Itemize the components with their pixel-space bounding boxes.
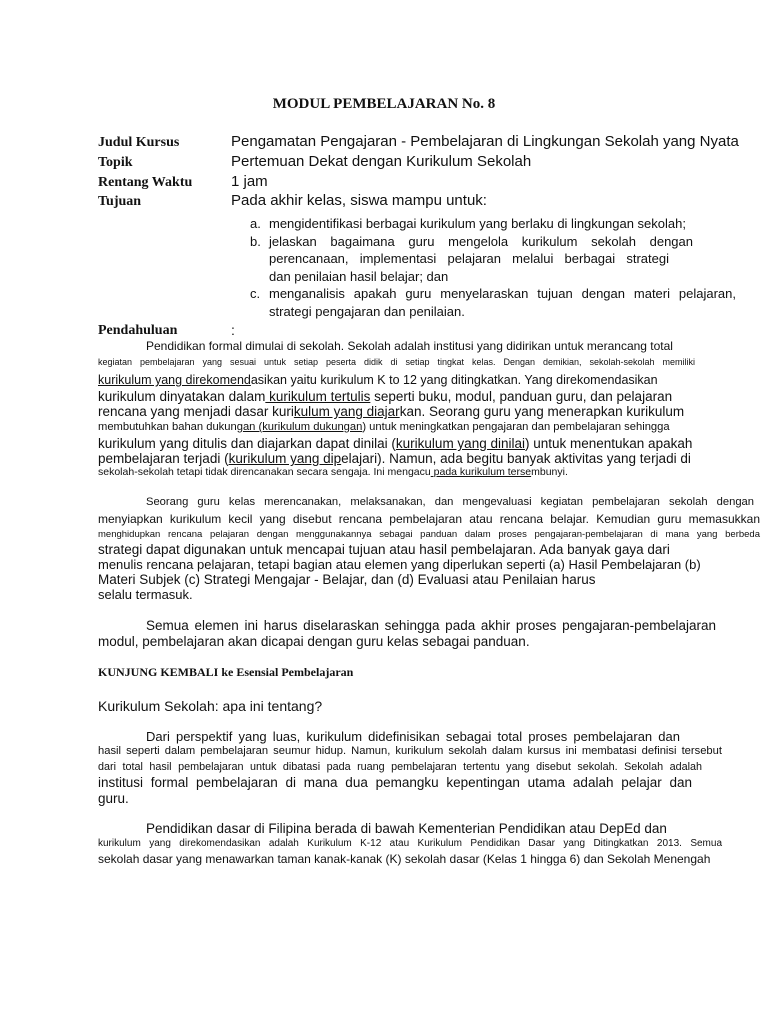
introduction-colon: : — [231, 322, 235, 338]
para4-line-3: dari total hasil pembelajaran untuk dibatasi pada ruang pembelajaran tertentu yang disebut sekolah. Sekolah adalah — [98, 761, 702, 773]
objective-c-line-1: menganalisis apakah guru menyelaraskan tujuan dengan materi pelajaran, — [269, 286, 736, 301]
para1-line-7: kurikulum yang ditulis dan diajarkan dapat dinilai (kurikulum yang dinilai) untuk menentukan apakah — [98, 436, 693, 451]
para2-line-6: Materi Subjek (c) Strategi Mengajar - Belajar, dan (d) Evaluasi atau Penilaian harus — [98, 572, 596, 587]
time-span-label: Rentang Waktu — [98, 175, 193, 190]
para2-line-7: selalu termasuk. — [98, 587, 193, 602]
topic-value: Pertemuan Dekat dengan Kurikulum Sekolah — [231, 153, 532, 170]
course-title-value: Pengamatan Pengajaran - Pembelajaran di Lingkungan Sekolah yang Nyata — [231, 133, 739, 150]
para3-line-1: Semua elemen ini harus diselaraskan sehingga pada akhir proses pengajaran-pembelajaran — [146, 618, 716, 633]
course-title-label: Judul Kursus — [98, 135, 180, 150]
objective-intro: Pada akhir kelas, siswa mampu untuk: — [231, 192, 487, 209]
objective-b-line-3: dan penilaian hasil belajar; dan — [269, 269, 449, 284]
para2-line-5: menulis rencana pelajaran, tetapi bagian atau elemen yang diperlukan seperti (a) Hasil Pembelajaran (b) — [98, 557, 701, 572]
para2-line-1: Seorang guru kelas merencanakan, melaksanakan, dan mengevaluasi kegiatan pembelajaran sekolah dengan — [146, 496, 754, 508]
objective-b-line-1: jelaskan bagaimana guru mengelola kurikulum sekolah dengan — [269, 234, 693, 249]
section-heading: KUNJUNG KEMBALI ke Esensial Pembelajaran — [98, 665, 354, 679]
introduction-label: Pendahuluan — [98, 323, 178, 338]
subheading: Kurikulum Sekolah: apa ini tentang? — [98, 698, 323, 714]
objective-marker-b: b. — [250, 234, 261, 249]
para1-line-4: kurikulum dinyatakan dalam kurikulum tertulis seperti buku, modul, panduan guru, dan pelajaran — [98, 389, 673, 404]
para1-line-3: kurikulum yang direkomendasikan yaitu kurikulum K to 12 yang ditingkatkan. Yang direkomendasikan — [98, 373, 658, 387]
para1-line-1: Pendidikan formal dimulai di sekolah. Sekolah adalah institusi yang didirikan untuk merancang total — [146, 339, 673, 353]
module-title: MODUL PEMBELAJARAN No. 8 — [272, 96, 496, 112]
para5-line-2: kurikulum yang direkomendasikan adalah Kurikulum K-12 atau Kurikulum Pendidikan Dasar yang Ditingkatkan 2013. Semua — [98, 838, 722, 849]
para4-line-4: institusi formal pembelajaran di mana dua pemangku kepentingan utama adalah pelajar dan — [98, 775, 692, 790]
para3-line-2: modul, pembelajaran akan dicapai dengan guru kelas sebagai panduan. — [98, 634, 530, 649]
topic-label: Topik — [98, 155, 133, 170]
objective-marker-a: a. — [250, 216, 261, 231]
objective-marker-c: c. — [250, 286, 261, 301]
para2-line-2: menyiapkan kurikulum kecil yang disebut rencana pembelajaran atau rencana belajar. Kemudian guru memasukkan — [98, 512, 760, 526]
para1-line-6: membutuhkan bahan dukungan (kurikulum dukungan) untuk meningkatkan pengajaran dan pembelajaran sehingga — [98, 421, 670, 433]
objective-a-line-1: mengidentifikasi berbagai kurikulum yang berlaku di lingkungan sekolah; — [269, 216, 686, 231]
objective-b-line-2: perencanaan, implementasi pelajaran melalui berbagai strategi — [269, 251, 669, 266]
para5-line-1: Pendidikan dasar di Filipina berada di bawah Kementerian Pendidikan atau DepEd dan — [146, 821, 667, 836]
para2-line-3: menghidupkan rencana pelajaran dengan menggunakannya sebagai panduan dalam proses pengajaran-pembelajaran di mana yang berbeda — [98, 529, 760, 540]
time-span-value: 1 jam — [231, 173, 268, 190]
para1-line-8: pembelajaran terjadi (kurikulum yang dipelajari). Namun, ada begitu banyak aktivitas yang terjadi di — [98, 451, 691, 466]
objective-c-line-2: strategi pengajaran dan penilaian. — [269, 304, 465, 319]
para2-line-4: strategi dapat digunakan untuk mencapai tujuan atau hasil pembelajaran. Ada banyak gaya dari — [98, 542, 670, 557]
para1-line-9: sekolah-sekolah tetapi tidak direncanakan secara sengaja. Ini mengacu pada kurikulum tersembunyi. — [98, 466, 568, 478]
para1-line-5: rencana yang menjadi dasar kurikulum yang diajarkan. Seorang guru yang menerapkan kurikulum — [98, 404, 685, 419]
para4-line-5: guru. — [98, 791, 129, 806]
para4-line-1: Dari perspektif yang luas, kurikulum didefinisikan sebagai total proses pembelajaran dan — [146, 729, 680, 744]
objective-label: Tujuan — [98, 194, 142, 209]
para5-line-3: sekolah dasar yang menawarkan taman kanak-kanak (K) sekolah dasar (Kelas 1 hingga 6) dan Sekolah Menengah — [98, 852, 711, 866]
para4-line-2: hasil seperti dalam pembelajaran seumur hidup. Namun, kurikulum sekolah dalam kursus ini membatasi definisi tersebut — [98, 745, 722, 757]
para1-line-2: kegiatan pembelajaran yang sesuai untuk setiap peserta didik di setiap tingkat kelas. Dengan demikian, sekolah-sekolah memiliki — [98, 357, 695, 367]
